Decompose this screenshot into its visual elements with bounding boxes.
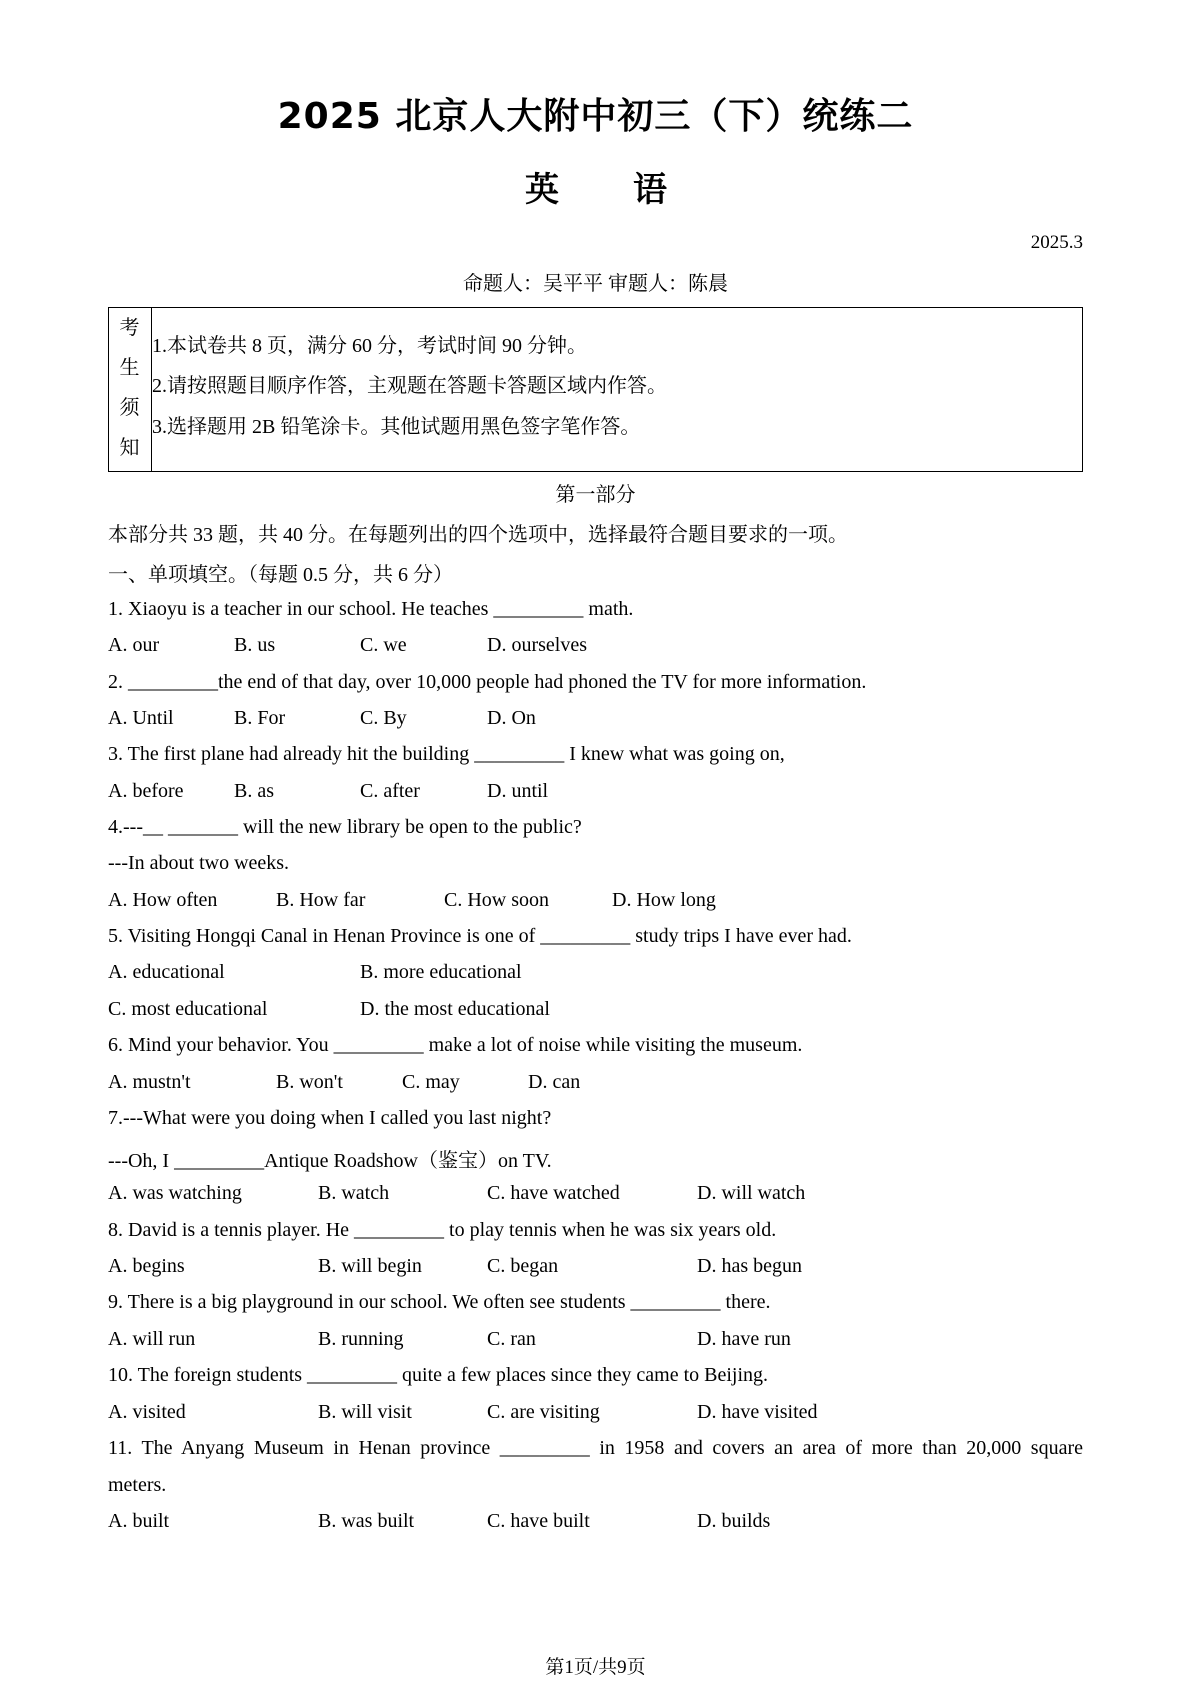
answer-option: B. will visit: [318, 1401, 412, 1423]
notice-item: 3.选择题用 2B 铅笔涂卡。其他试题用黑色签字笔作答。: [152, 416, 641, 438]
question-stem: 4.---__ _______ will the new library be open to the public?: [108, 816, 582, 838]
answer-option: C. are visiting: [487, 1401, 600, 1423]
question-stem: 7.---What were you doing when I called you last night?: [108, 1107, 552, 1129]
question-stem: 3. The first plane had already hit the building _________ I knew what was going on,: [108, 743, 785, 765]
exam-title: 2025 北京人大附中初三（下）统练二: [277, 96, 914, 137]
question-stem: 8. David is a tennis player. He _________ to play tennis when he was six years old.: [108, 1219, 777, 1241]
notice-label-char: 须: [119, 397, 140, 419]
question-stem: ---In about two weeks.: [108, 852, 290, 874]
answer-option: A. built: [108, 1510, 170, 1532]
notice-label-char: 生: [119, 357, 140, 379]
question-stem: ---Oh, I _________Antique Roadshow（鉴宝）on TV.: [108, 1150, 552, 1172]
answer-option: A. before: [108, 780, 184, 802]
answer-option: A. Until: [108, 707, 174, 729]
notice-item: 1.本试卷共 8 页，满分 60 分，考试时间 90 分钟。: [152, 335, 587, 357]
answer-option: C. have watched: [487, 1182, 620, 1204]
question-stem: 10. The foreign students _________ quite a few places since they came to Beijing.: [108, 1364, 769, 1386]
answer-option: B. as: [234, 780, 274, 802]
answer-option: B. How far: [276, 889, 366, 911]
subject-char: 英: [525, 170, 559, 210]
answer-option: D. until: [487, 780, 549, 802]
answer-option: B. us: [234, 634, 276, 656]
answer-option: D. has begun: [697, 1255, 802, 1277]
answer-option: B. For: [234, 707, 286, 729]
answer-option: C. By: [360, 707, 407, 729]
answer-option: C. ran: [487, 1328, 536, 1350]
answer-option: A. was watching: [108, 1182, 242, 1204]
answer-option: C. have built: [487, 1510, 590, 1532]
answer-option: C. may: [402, 1071, 460, 1093]
answer-option: D. will watch: [697, 1182, 806, 1204]
answer-option: C. began: [487, 1255, 559, 1277]
answer-option: D. builds: [697, 1510, 771, 1532]
authors-line: 命题人：吴平平 审题人：陈晨: [463, 273, 728, 295]
question-stem: 2. _________the end of that day, over 10,000 people had phoned the TV for more information.: [108, 671, 867, 693]
answer-option: B. will begin: [318, 1255, 422, 1277]
exam-date: 2025.3: [1030, 232, 1083, 253]
question-stem: 9. There is a big playground in our school. We often see students _________ there.: [108, 1291, 771, 1313]
answer-option: A. visited: [108, 1401, 186, 1423]
answer-option: C. after: [360, 780, 420, 802]
answer-option: A. educational: [108, 961, 225, 983]
answer-option: C. How soon: [444, 889, 550, 911]
answer-option: D. can: [528, 1071, 581, 1093]
answer-option: D. How long: [612, 889, 716, 911]
question-stem: 5. Visiting Hongqi Canal in Henan Province is one of _________ study trips I have ever had.: [108, 925, 852, 947]
subject-char: 语: [633, 170, 667, 210]
answer-option: C. most educational: [108, 998, 268, 1020]
answer-option: C. we: [360, 634, 407, 656]
part-title: 第一部分: [555, 484, 636, 506]
answer-option: B. was built: [318, 1510, 415, 1532]
page-indicator: 第1页/共9页: [545, 1657, 646, 1678]
part-instructions: 本部分共 33 题，共 40 分。在每题列出的四个选项中，选择最符合题目要求的一项。: [108, 524, 848, 546]
answer-option: A. our: [108, 634, 160, 656]
answer-option: A. How often: [108, 889, 218, 911]
question-stem: 6. Mind your behavior. You _________ make a lot of noise while visiting the museum.: [108, 1034, 803, 1056]
answer-option: A. mustn't: [108, 1071, 191, 1093]
answer-option: D. the most educational: [360, 998, 550, 1020]
answer-option: B. running: [318, 1328, 404, 1350]
answer-option: A. begins: [108, 1255, 185, 1277]
question-stem: 11. The Anyang Museum in Henan province _________ in 1958 and covers an area of more than 20,000 square: [108, 1437, 1083, 1459]
question-stem: 1. Xiaoyu is a teacher in our school. He teaches _________ math.: [108, 598, 634, 620]
notice-label: [109, 308, 152, 471]
answer-option: D. have visited: [697, 1401, 818, 1423]
answer-option: D. On: [487, 707, 536, 729]
notice-item: 2.请按照题目顺序作答，主观题在答题卡答题区域内作答。: [152, 375, 667, 397]
answer-option: A. will run: [108, 1328, 196, 1350]
answer-option: B. won't: [276, 1071, 343, 1093]
notice-label-char: 考: [119, 317, 140, 339]
question-stem: meters.: [108, 1474, 167, 1496]
notice-box: [108, 307, 1083, 472]
subject-title: [0, 162, 1191, 210]
answer-option: B. more educational: [360, 961, 522, 983]
answer-option: D. have run: [697, 1328, 791, 1350]
answer-option: B. watch: [318, 1182, 390, 1204]
section-heading: 一、单项填空。（每题 0.5 分，共 6 分）: [108, 564, 453, 586]
answer-option: D. ourselves: [487, 634, 587, 656]
notice-label-char: 知: [119, 437, 140, 459]
